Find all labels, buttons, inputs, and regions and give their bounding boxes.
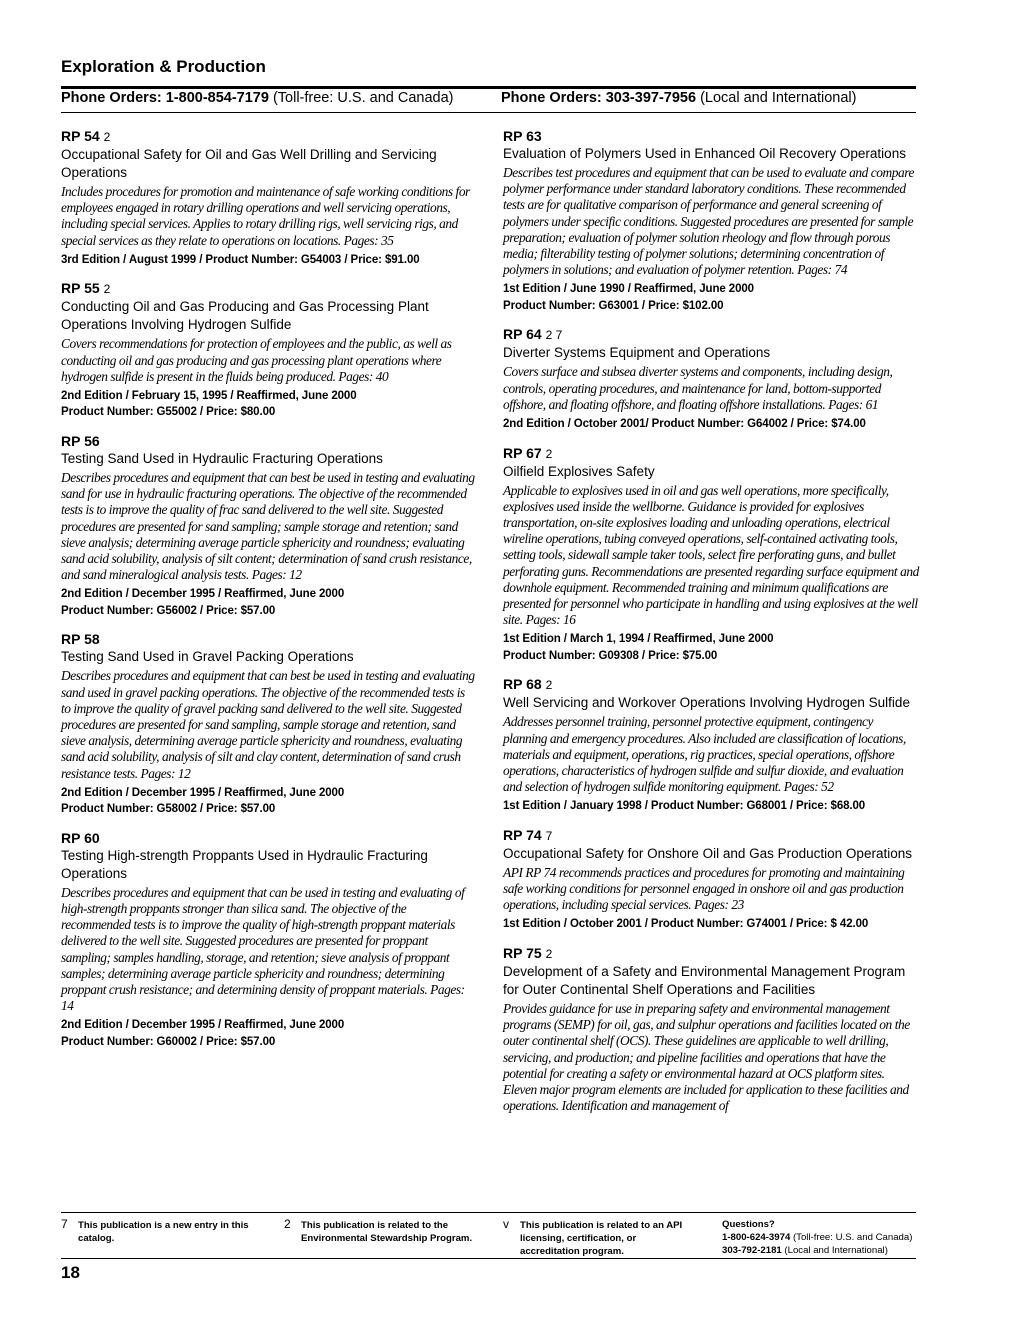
licensing-text: This publication is related to an API licensing, certification, or accreditation program.	[520, 1220, 683, 1257]
entry-description: Provides guidance for use in preparing safety and environmental management programs (SEMP) for oil, gas, and sulphur operations and facilities located on the outer continental shelf (OCS). These guidelines are applicable to well drilling, servicing, and production; and pipeline facilities and operations that have the potential for creating a safety or environmental hazard at OCS platform sites. Eleven major program elements are included for application to these facilities and operations. Identification and management of	[503, 1000, 910, 1114]
entry-title: Testing Sand Used in Gravel Packing Operations	[61, 649, 354, 665]
entry-description: Addresses personnel training, personnel protective equipment, contingency planning and emergency procedures. Also included are classification of locations, materials and equipment, operations, rig practices, special operations, offshore operations, characteristics of hydrogen sulfide and sulfur dioxide, and evaluation and selection of hydrogen sulfide monitoring equipment. Pages: 52	[503, 714, 906, 795]
questions-box	[722, 1219, 912, 1257]
catalog-entry	[503, 445, 919, 665]
entry-description: Applicable to explosives used in oil and gas well operations, more specifically, explosives used inside the wellborne. Guidance is provided for explosives transportation, on-site explosives loading and unloading operations, electrical wireline operations, tubing conveyed operations, self-contained activating tools, setting tools, sidewall sample taker tools, select fire perforating guns, and bullet perforating guns. Recommendations are presented regarding surface equipment and downhole equipment. Recommended training and minimum qualifications are presented for personnel who participate in handling and using explosives at the well site. Pages: 16	[503, 482, 919, 628]
phone-tollfree-label: Phone Orders: 1-800-854-7179	[61, 90, 269, 106]
entry-code-line	[61, 830, 476, 847]
new-entry-symbol: 7	[61, 1217, 68, 1231]
entry-description: Covers surface and subsea diverter systems and components, including design, controls, operating procedures, and maintenance for land, bottom-supported offshore, and floating offshore, and floating offshore installations. Pages: 61	[503, 364, 893, 412]
entry-title: Development of a Safety and Environmental Management Program for Outer Continental Shelf Operations and Facilities	[503, 963, 906, 997]
phone-local-label: Phone Orders: 303-397-7956	[501, 90, 697, 106]
footnote-environmental	[284, 1219, 484, 1245]
entry-code: RP 60	[61, 829, 100, 846]
entry-title: Evaluation of Polymers Used in Enhanced Oil Recovery Operations	[503, 146, 906, 161]
edition-line: 2nd Edition / December 1995 / Reaffirmed, June 2000	[61, 588, 345, 601]
environmental-symbol: 2	[284, 1217, 291, 1231]
questions-phone-tollfree: 1-800-624-3974	[722, 1231, 791, 1243]
catalog-entry	[503, 945, 919, 1114]
entry-code-line	[61, 280, 476, 298]
questions-phone-tollfree-note: (Toll-free: U.S. and Canada)	[792, 1231, 913, 1243]
left-column	[61, 128, 476, 1062]
entry-title: Testing Sand Used in Hydraulic Fracturing Operations	[61, 450, 383, 466]
entry-edition	[61, 785, 476, 818]
edition-line: 1st Edition / March 1, 1994 / Reaffirmed, June 2000	[503, 633, 774, 646]
edition-line: Product Number: G63001 / Price: $102.00	[503, 299, 724, 312]
edition-line: 2nd Edition / December 1995 / Reaffirmed, June 2000	[61, 786, 345, 799]
footnote-new-entry	[61, 1219, 261, 1245]
environmental-text: This publication is related to the Environmental Stewardship Program.	[301, 1220, 473, 1244]
phone-tollfree-note: (Toll-free: U.S. and Canada)	[272, 90, 454, 106]
entry-code: RP 75	[503, 944, 542, 961]
entry-title: Well Servicing and Workover Operations Involving Hydrogen Sulfide	[503, 695, 910, 711]
entry-marks: 2	[545, 446, 553, 461]
new-entry-text: This publication is a new entry in this catalog.	[78, 1220, 249, 1244]
entry-edition	[61, 586, 476, 619]
entry-title: Occupational Safety for Oil and Gas Well Drilling and Servicing Operations	[61, 147, 437, 180]
section-title: Exploration & Production	[61, 57, 266, 76]
entry-code: RP 55	[61, 280, 100, 297]
entry-description: API RP 74 recommends practices and procedures for promoting and maintaining safe working conditions for personnel engaged in onshore oil and gas production operations, including special services. Pages: 23	[503, 864, 905, 913]
catalog-entry	[503, 128, 919, 314]
header-rule	[61, 86, 916, 89]
entry-code-line	[503, 445, 919, 463]
catalog-entry	[61, 830, 476, 1051]
questions-phone-local: 303-792-2181	[722, 1244, 782, 1256]
entry-edition	[503, 281, 919, 314]
entry-edition	[503, 916, 919, 933]
catalog-entry	[503, 676, 919, 815]
catalog-entry	[61, 128, 476, 268]
catalog-entry	[503, 326, 919, 432]
entry-edition	[61, 252, 476, 269]
entry-description: Describes procedures and equipment that can be used in testing and evaluating of high-strength proppants stronger than silica sand. The objective of the recommended tests is to improve the quality of high-strength proppant materials delivered to the well site. Suggested procedures are presented for proppant sampling; samples handling, storage, and retention; sieve analysis of proppant samples; determining average particle sphericity and roundness; determining proppant crush resistance; and determining density of proppant materials. Pages: 14	[61, 884, 465, 1014]
entry-code-line	[503, 945, 919, 963]
entry-edition	[503, 416, 919, 433]
edition-line: 2nd Edition / December 1995 / Reaffirmed, June 2000	[61, 1019, 345, 1032]
entry-title: Occupational Safety for Onshore Oil and Gas Production Operations	[503, 845, 912, 861]
edition-line: 1st Edition / October 2001 / Product Number: G74001 / Price: $ 42.00	[503, 918, 869, 931]
edition-line: Product Number: G60002 / Price: $57.00	[61, 1035, 276, 1048]
footnote-licensing	[503, 1219, 683, 1258]
entry-code: RP 67	[503, 444, 542, 461]
catalog-entry	[61, 433, 476, 619]
entry-title: Conducting Oil and Gas Producing and Gas Processing Plant Operations Involving Hydrogen Sulfide	[61, 299, 429, 333]
entry-code-line	[503, 827, 919, 845]
edition-line: 2nd Edition / October 2001/ Product Number: G64002 / Price: $74.00	[503, 418, 866, 431]
entry-code-line	[503, 676, 919, 694]
edition-line: 1st Edition / January 1998 / Product Number: G68001 / Price: $68.00	[503, 800, 866, 813]
entry-marks: 2	[545, 678, 553, 693]
entry-marks: 2	[103, 130, 111, 144]
phone-orders-local	[501, 90, 856, 106]
entry-code: RP 56	[61, 432, 100, 449]
entry-edition	[61, 388, 476, 421]
edition-line: 1st Edition / June 1990 / Reaffirmed, June 2000	[503, 283, 754, 296]
entry-code: RP 64	[503, 326, 542, 343]
catalog-entry	[503, 827, 919, 933]
catalog-entry	[61, 631, 476, 817]
entry-edition	[61, 1017, 476, 1050]
entry-code-line	[503, 326, 919, 344]
right-column	[503, 128, 919, 1126]
entry-description: Describes procedures and equipment that can best be used in testing and evaluating sand used in gravel packing operations. The objective of the recommended tests is to improve the quality of gravel packing sand delivered to the well site. Suggested procedures are presented for sand sampling, sample storage and retention, sand sieve analysis, determining average particle sphericity and roundness, evaluating sand acid solubility, analysis of silt and clay content, determination of sand crush resistance tests. Pages: 12	[61, 668, 475, 781]
entry-code-line	[503, 128, 919, 145]
entry-code: RP 63	[503, 128, 542, 144]
entry-description: Covers recommendations for protection of employees and the public, as well as conducting oil and gas producing and gas processing plant operations where hydrogen sulfide is present in the fluids being produced. Pages: 40	[61, 336, 452, 384]
edition-line: 2nd Edition / February 15, 1995 / Reaffirmed, June 2000	[61, 389, 357, 402]
edition-line: Product Number: G58002 / Price: $57.00	[61, 803, 276, 816]
entry-code: RP 58	[61, 631, 100, 648]
entry-description: Includes procedures for promotion and maintenance of safe working conditions for employees engaged in rotary drilling operations and well servicing operations, including special services. Applies to rotary drilling rigs, well servicing rigs, and special services as they relate to operations on locations. Pages: 35	[61, 184, 470, 248]
footer-bottom-rule	[61, 1258, 916, 1259]
subheader-rule	[61, 112, 916, 113]
questions-phone-local-note: (Local and International)	[784, 1244, 888, 1256]
entry-description: Describes test procedures and equipment that can be used to evaluate and compare polymer performance under standard laboratory conditions. These recommended tests are for qualitative comparison of performance and general screening of polymers under specific conditions. Suggested procedures are presented for sample preparation; evaluation of polymer solution rheology and flow through porous media; filterability testing of polymer solutions; determining concentration of polymers in solutions; and evaluation of polymer retention. Pages: 74	[503, 165, 914, 278]
phone-orders-tollfree	[61, 90, 454, 106]
entry-code-line	[61, 631, 476, 648]
edition-line: Product Number: G56002 / Price: $57.00	[61, 604, 276, 617]
catalog-entry	[61, 280, 476, 421]
edition-line: Product Number: G55002 / Price: $80.00	[61, 406, 276, 419]
footer-rule	[61, 1212, 916, 1213]
licensing-symbol: v	[503, 1217, 509, 1231]
entry-marks: 2	[103, 282, 111, 297]
entry-title: Oilfield Explosives Safety	[503, 463, 655, 479]
entry-edition	[503, 798, 919, 815]
entry-marks: 7	[545, 828, 553, 843]
entry-edition	[503, 631, 919, 664]
questions-label: Questions?	[722, 1219, 775, 1230]
entry-description: Describes procedures and equipment that can best be used in testing and evaluating sand for use in hydraulic fracturing operations. The objective of the recommended tests is to improve the quality of frac sand delivered to the well site. Suggested procedures are presented for sand sampling; sample storage and retention; sand sieve analysis; determining average particle sphericity and roundness; evaluating sand acid solubility, analysis of silt content; determination of sand crush resistance, and sand mineralogical analysis tests. Pages: 12	[61, 469, 475, 583]
entry-code: RP 54	[61, 128, 100, 144]
entry-code: RP 74	[503, 826, 542, 843]
entry-code: RP 68	[503, 676, 542, 693]
entry-marks: 2	[545, 946, 553, 961]
entry-title: Diverter Systems Equipment and Operations	[503, 345, 771, 361]
page-number: 18	[61, 1263, 80, 1282]
edition-line: Product Number: G09308 / Price: $75.00	[503, 649, 718, 662]
edition-line: 3rd Edition / August 1999 / Product Number: G54003 / Price: $91.00	[61, 253, 420, 266]
phone-local-note: (Local and International)	[700, 90, 857, 106]
entry-marks: 2 7	[545, 328, 563, 343]
entry-code-line	[61, 433, 476, 450]
entry-title: Testing High-strength Proppants Used in Hydraulic Fracturing Operations	[61, 847, 428, 881]
entry-code-line	[61, 128, 476, 146]
